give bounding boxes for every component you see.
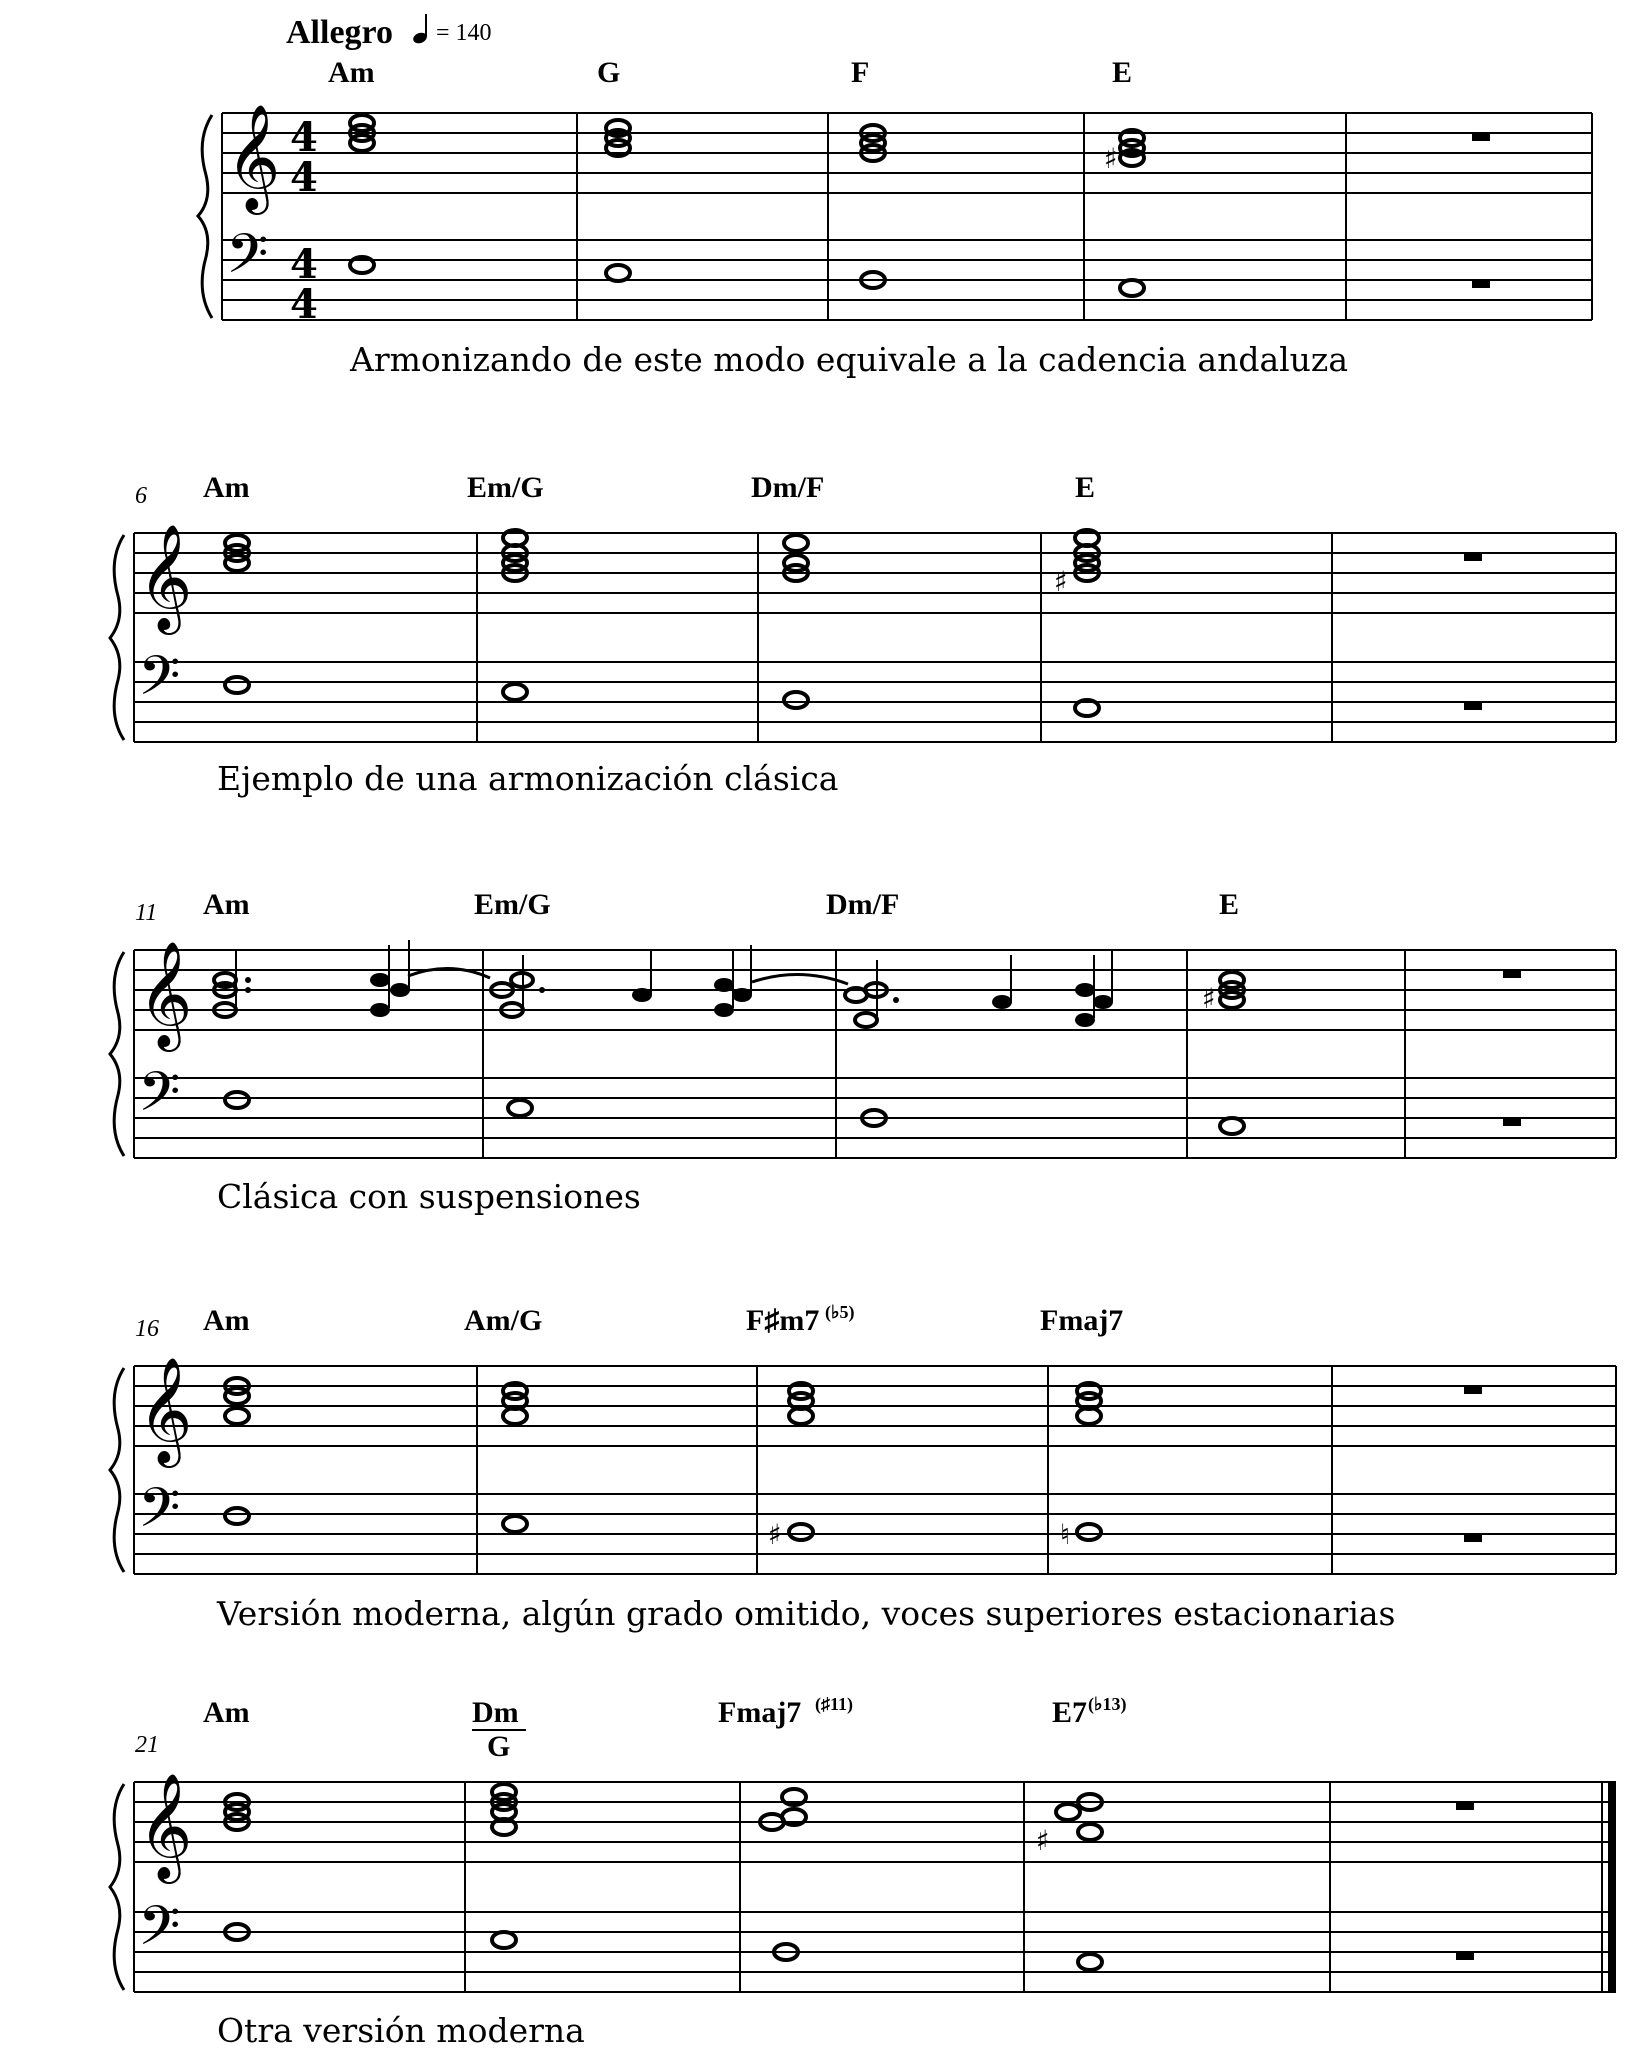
chord-symbol: E7: [1052, 1696, 1088, 1729]
measure-number: 6: [135, 483, 147, 509]
bass-notes: [350, 257, 1144, 296]
time-signature-top: 4: [290, 114, 318, 161]
system-5: [110, 1694, 1616, 2050]
whole-rest-icon: [1464, 702, 1482, 710]
chord-superscript: (♭5): [825, 1302, 855, 1322]
bass-clef-icon: 𝄢: [138, 1894, 181, 1971]
bass-clef-icon: 𝄢: [226, 222, 269, 299]
brace: [110, 1368, 124, 1572]
brace: [110, 535, 124, 740]
chord-symbol: E: [1112, 56, 1133, 89]
bass-staff: [134, 1912, 1616, 1992]
brace: [110, 952, 124, 1156]
chord-symbol: Dm/F: [751, 471, 825, 504]
sharp-icon: ♯: [1036, 1824, 1050, 1857]
barlines: [134, 1782, 1602, 1992]
bass-clef-icon: 𝄢: [138, 1476, 181, 1553]
system-3: [110, 888, 1616, 1216]
slash-chord-bass: G: [487, 1730, 511, 1763]
treble-clef-icon: 𝄞: [138, 523, 193, 630]
chord-symbol: Em/G: [474, 888, 551, 921]
system-caption: Otra versión moderna: [217, 2011, 585, 2050]
brace: [110, 1784, 124, 1990]
treble-clef-icon: 𝄞: [226, 103, 281, 210]
natural-icon: ♮: [1060, 1518, 1071, 1551]
brace: [198, 115, 212, 318]
measure-number: 21: [135, 1732, 159, 1758]
system-4: [110, 1302, 1616, 1633]
bass-notes: [225, 1508, 1101, 1540]
bass-staff: [222, 240, 1592, 320]
chord-symbol: Fmaj7: [1040, 1304, 1124, 1337]
system-1: [198, 56, 1592, 379]
barlines: [222, 113, 1592, 320]
chord-symbol: Dm/F: [826, 888, 900, 921]
sharp-icon: ♯: [1104, 142, 1118, 175]
treble-clef-icon: 𝄞: [138, 940, 193, 1047]
whole-rest-icon: [1503, 1118, 1521, 1126]
chord-superscript: (♯11): [815, 1694, 853, 1714]
tempo-marking: Allegro: [286, 14, 394, 51]
sharp-icon: ♯: [1054, 565, 1068, 598]
chord-symbol: Am: [203, 471, 250, 504]
system-caption: Versión moderna, algún grado omitido, voces superiores estacionarias: [217, 1594, 1396, 1633]
chord-notes: [225, 1784, 1102, 1840]
whole-rest-icon: [1472, 133, 1490, 141]
chord-symbol: Fmaj7: [718, 1696, 802, 1729]
chord-symbol: Am: [203, 1304, 250, 1337]
tempo-value: = 140: [436, 20, 492, 46]
quarter-note-icon: [412, 14, 429, 45]
whole-rest-icon: [1464, 1386, 1482, 1394]
chord-symbol: Am: [203, 888, 250, 921]
treble-staff: [134, 533, 1616, 613]
chord-symbol: E: [1075, 471, 1096, 504]
bass-staff: [134, 1078, 1616, 1158]
chord-symbol: G: [597, 56, 621, 89]
tie: [752, 974, 848, 984]
treble-staff: [134, 1782, 1616, 1862]
chord-symbol: Dm: [472, 1696, 519, 1729]
sharp-icon: ♯: [768, 1518, 782, 1551]
bass-staff: [134, 662, 1616, 742]
time-signature-top: 4: [290, 241, 318, 288]
treble-staff: [134, 1366, 1616, 1446]
bass-clef-icon: 𝄢: [138, 1060, 181, 1137]
chord-superscript: (♭13): [1088, 1694, 1127, 1714]
measure-number: 16: [135, 1316, 159, 1342]
chord-symbol: F: [851, 56, 870, 89]
sharp-icon: ♯: [1202, 982, 1216, 1015]
chord-symbol: Am: [328, 56, 375, 89]
system-caption: Armonizando de este modo equivale a la cadencia andaluza: [350, 340, 1348, 379]
whole-rest-icon: [1456, 1802, 1474, 1810]
time-signature-bottom: 4: [290, 154, 318, 201]
treble-clef-icon: 𝄞: [138, 1772, 193, 1879]
time-signature-bottom: 4: [290, 281, 318, 328]
whole-rest-icon: [1456, 1952, 1474, 1960]
chord-symbol: Am: [203, 1696, 250, 1729]
final-barline: [1608, 1782, 1616, 1992]
whole-rest-icon: [1464, 1534, 1482, 1542]
system-2: [110, 471, 1616, 798]
chord-notes: [350, 115, 1144, 166]
treble-staff: [222, 113, 1592, 193]
treble-clef-icon: 𝄞: [138, 1356, 193, 1463]
whole-rest-icon: [1503, 970, 1521, 978]
chord-symbol: F♯m7: [746, 1304, 820, 1337]
barlines: [134, 533, 1616, 742]
system-caption: Ejemplo de una armonización clásica: [217, 759, 839, 798]
chord-symbol: Am/G: [464, 1304, 543, 1337]
bass-clef-icon: 𝄢: [138, 644, 181, 721]
chord-symbol: Em/G: [467, 471, 544, 504]
whole-rest-icon: [1472, 280, 1490, 288]
bass-notes: [225, 1924, 1102, 1970]
whole-rest-icon: [1464, 553, 1482, 561]
measure-number: 11: [135, 900, 158, 926]
barlines: [134, 1366, 1616, 1574]
bass-staff: [134, 1494, 1616, 1574]
chord-symbol: E: [1219, 888, 1240, 921]
chord-notes: [225, 1378, 1101, 1424]
system-caption: Clásica con suspensiones: [217, 1177, 641, 1216]
